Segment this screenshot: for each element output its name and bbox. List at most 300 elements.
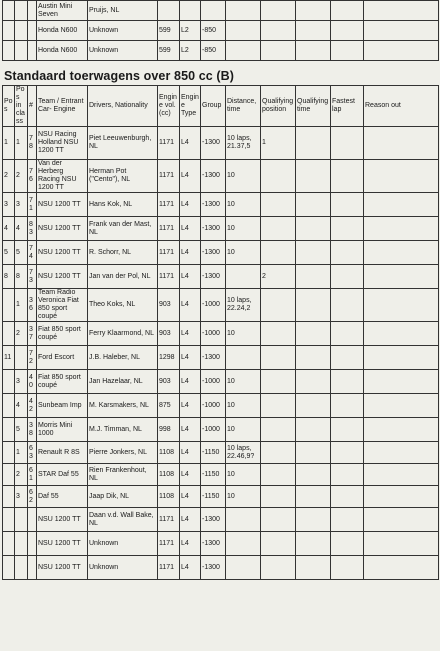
cell-fastest bbox=[331, 193, 364, 217]
cell-group: -1000 bbox=[201, 322, 226, 346]
cell-class-pos: 2 bbox=[15, 322, 28, 346]
cell-reason bbox=[364, 370, 439, 394]
header-pos: Pos bbox=[3, 86, 15, 127]
cell-qual-pos bbox=[261, 289, 296, 322]
cell-group: -1300 bbox=[201, 127, 226, 160]
cell-no: 36 bbox=[28, 289, 37, 322]
cell-team: NSU 1200 TT bbox=[37, 241, 88, 265]
cell-distance: 10 bbox=[226, 486, 261, 508]
cell-class-pos bbox=[15, 556, 28, 580]
cell-qual-pos bbox=[261, 532, 296, 556]
cell-reason bbox=[364, 322, 439, 346]
cell-distance: 10 bbox=[226, 394, 261, 418]
header-class-pos: Pos in class bbox=[15, 86, 28, 127]
cell-distance: 10 bbox=[226, 217, 261, 241]
cell-no: 72 bbox=[28, 346, 37, 370]
cell-fastest bbox=[331, 217, 364, 241]
previous-class-row bbox=[3, 1, 439, 21]
cell-fastest bbox=[331, 532, 364, 556]
cell-qual-pos bbox=[261, 322, 296, 346]
cell-driver: Jan Hazelaar, NL bbox=[88, 370, 158, 394]
cell-fastest bbox=[331, 41, 364, 61]
table-row bbox=[3, 127, 439, 160]
cell-fastest bbox=[331, 241, 364, 265]
cell-reason bbox=[364, 289, 439, 322]
cell-no: 74 bbox=[28, 241, 37, 265]
cell-team: Honda N600 bbox=[37, 21, 88, 41]
cell-driver: Rien Frankenhout, NL bbox=[88, 464, 158, 486]
cell-cc: 998 bbox=[158, 418, 180, 442]
cell-fastest bbox=[331, 464, 364, 486]
cell-class-pos bbox=[15, 346, 28, 370]
cell-qual-time bbox=[296, 41, 331, 61]
cell-class-pos bbox=[15, 532, 28, 556]
cell-no bbox=[28, 508, 37, 532]
cell-cc: 1171 bbox=[158, 532, 180, 556]
cell-engine: L4 bbox=[180, 346, 201, 370]
table-row bbox=[3, 322, 439, 346]
cell-team: Honda N600 bbox=[37, 41, 88, 61]
cell-engine: L2 bbox=[180, 21, 201, 41]
table-row bbox=[3, 486, 439, 508]
cell-qual-time bbox=[296, 241, 331, 265]
cell-qual-pos bbox=[261, 486, 296, 508]
cell-reason bbox=[364, 394, 439, 418]
header-qual-time: Qualifying time bbox=[296, 86, 331, 127]
cell-driver: Hans Kok, NL bbox=[88, 193, 158, 217]
cell-pos bbox=[3, 418, 15, 442]
cell-class-pos bbox=[15, 1, 28, 21]
cell-qual-pos bbox=[261, 1, 296, 21]
cell-engine: L4 bbox=[180, 322, 201, 346]
cell-driver: Ferry Klaarmond, NL bbox=[88, 322, 158, 346]
header-distance: Distance, time bbox=[226, 86, 261, 127]
table-row bbox=[3, 532, 439, 556]
cell-driver: Pierre Jonkers, NL bbox=[88, 442, 158, 464]
cell-class-pos bbox=[15, 508, 28, 532]
cell-driver: M.J. Timman, NL bbox=[88, 418, 158, 442]
cell-reason bbox=[364, 41, 439, 61]
cell-no: 61 bbox=[28, 464, 37, 486]
table-row bbox=[3, 289, 439, 322]
cell-no bbox=[28, 1, 37, 21]
cell-cc: 1108 bbox=[158, 442, 180, 464]
cell-group: -1300 bbox=[201, 160, 226, 193]
previous-class-row bbox=[3, 21, 439, 41]
cell-no: 42 bbox=[28, 394, 37, 418]
cell-qual-time bbox=[296, 1, 331, 21]
cell-group: -1300 bbox=[201, 346, 226, 370]
cell-distance bbox=[226, 21, 261, 41]
table-row bbox=[3, 265, 439, 289]
cell-pos bbox=[3, 322, 15, 346]
cell-driver: Unknown bbox=[88, 556, 158, 580]
cell-fastest bbox=[331, 556, 364, 580]
cell-qual-pos bbox=[261, 217, 296, 241]
cell-group: -1300 bbox=[201, 532, 226, 556]
cell-cc: 1298 bbox=[158, 346, 180, 370]
cell-no bbox=[28, 41, 37, 61]
cell-qual-time bbox=[296, 127, 331, 160]
cell-cc: 1171 bbox=[158, 556, 180, 580]
cell-qual-pos bbox=[261, 394, 296, 418]
cell-fastest bbox=[331, 370, 364, 394]
cell-driver: J.B. Haleber, NL bbox=[88, 346, 158, 370]
cell-pos bbox=[3, 41, 15, 61]
cell-engine: L4 bbox=[180, 486, 201, 508]
cell-no: 78 bbox=[28, 127, 37, 160]
cell-reason bbox=[364, 442, 439, 464]
cell-pos: 4 bbox=[3, 217, 15, 241]
cell-cc: 599 bbox=[158, 41, 180, 61]
cell-reason bbox=[364, 556, 439, 580]
cell-group: -1300 bbox=[201, 265, 226, 289]
cell-class-pos bbox=[15, 41, 28, 61]
cell-qual-time bbox=[296, 21, 331, 41]
header-group: Group bbox=[201, 86, 226, 127]
cell-class-pos: 1 bbox=[15, 127, 28, 160]
cell-engine: L4 bbox=[180, 127, 201, 160]
cell-driver: Unknown bbox=[88, 21, 158, 41]
cell-reason bbox=[364, 346, 439, 370]
cell-qual-pos: 2 bbox=[261, 265, 296, 289]
cell-pos: 11 bbox=[3, 346, 15, 370]
results-rows bbox=[3, 127, 439, 580]
cell-class-pos bbox=[15, 21, 28, 41]
cell-reason bbox=[364, 160, 439, 193]
cell-cc: 1171 bbox=[158, 193, 180, 217]
header-driver: Drivers, Nationality bbox=[88, 86, 158, 127]
cell-reason bbox=[364, 217, 439, 241]
table-row bbox=[3, 464, 439, 486]
cell-no: 40 bbox=[28, 370, 37, 394]
cell-team: Austin Mini Seven bbox=[37, 1, 88, 21]
header-cc: Engine vol. (cc) bbox=[158, 86, 180, 127]
cell-pos bbox=[3, 532, 15, 556]
cell-team: Morris Mini 1000 bbox=[37, 418, 88, 442]
cell-engine: L4 bbox=[180, 241, 201, 265]
cell-qual-time bbox=[296, 486, 331, 508]
table-row bbox=[3, 556, 439, 580]
cell-team: Team Radio Veronica Fiat 850 sport coupé bbox=[37, 289, 88, 322]
cell-team: Sunbeam Imp bbox=[37, 394, 88, 418]
cell-driver: Herman Pot ("Cento"), NL bbox=[88, 160, 158, 193]
header-team: Team / Entrant Car- Engine bbox=[37, 86, 88, 127]
cell-qual-time bbox=[296, 346, 331, 370]
cell-engine: L4 bbox=[180, 217, 201, 241]
cell-fastest bbox=[331, 127, 364, 160]
cell-reason bbox=[364, 21, 439, 41]
cell-driver: Daan v.d. Wall Bake, NL bbox=[88, 508, 158, 532]
cell-qual-time bbox=[296, 160, 331, 193]
cell-pos bbox=[3, 370, 15, 394]
cell-distance bbox=[226, 556, 261, 580]
previous-class-rows bbox=[3, 1, 439, 61]
cell-qual-time bbox=[296, 556, 331, 580]
cell-driver: Jaap Dik, NL bbox=[88, 486, 158, 508]
cell-group: -850 bbox=[201, 41, 226, 61]
cell-pos: 1 bbox=[3, 127, 15, 160]
cell-pos: 2 bbox=[3, 160, 15, 193]
cell-cc: 1171 bbox=[158, 160, 180, 193]
cell-no: 37 bbox=[28, 322, 37, 346]
header-engine-type: Engine Type bbox=[180, 86, 201, 127]
cell-group bbox=[201, 1, 226, 21]
cell-no bbox=[28, 532, 37, 556]
cell-driver: M. Karsmakers, NL bbox=[88, 394, 158, 418]
cell-team: Van der Herberg Racing NSU 1200 TT bbox=[37, 160, 88, 193]
cell-no: 62 bbox=[28, 486, 37, 508]
header-fastest-lap: Fastest lap bbox=[331, 86, 364, 127]
cell-qual-pos bbox=[261, 418, 296, 442]
cell-distance: 10 bbox=[226, 160, 261, 193]
cell-qual-time bbox=[296, 442, 331, 464]
cell-pos bbox=[3, 486, 15, 508]
cell-class-pos: 1 bbox=[15, 289, 28, 322]
table-row bbox=[3, 394, 439, 418]
cell-cc: 1171 bbox=[158, 127, 180, 160]
cell-qual-pos bbox=[261, 241, 296, 265]
cell-team: Fiat 850 sport coupé bbox=[37, 370, 88, 394]
cell-reason bbox=[364, 464, 439, 486]
cell-reason bbox=[364, 486, 439, 508]
cell-class-pos: 5 bbox=[15, 418, 28, 442]
cell-driver: Unknown bbox=[88, 41, 158, 61]
cell-qual-pos bbox=[261, 160, 296, 193]
cell-qual-pos bbox=[261, 508, 296, 532]
cell-qual-pos bbox=[261, 556, 296, 580]
cell-reason bbox=[364, 532, 439, 556]
results-table bbox=[2, 85, 439, 580]
cell-driver: Theo Koks, NL bbox=[88, 289, 158, 322]
cell-distance: 10 bbox=[226, 418, 261, 442]
cell-class-pos: 1 bbox=[15, 442, 28, 464]
header-number: # bbox=[28, 86, 37, 127]
cell-cc: 903 bbox=[158, 322, 180, 346]
cell-cc: 1171 bbox=[158, 217, 180, 241]
cell-no: 76 bbox=[28, 160, 37, 193]
cell-fastest bbox=[331, 322, 364, 346]
cell-group: -1000 bbox=[201, 370, 226, 394]
cell-distance bbox=[226, 41, 261, 61]
table-row bbox=[3, 217, 439, 241]
cell-no: 63 bbox=[28, 442, 37, 464]
table-row bbox=[3, 241, 439, 265]
table-row bbox=[3, 442, 439, 464]
cell-pos: 3 bbox=[3, 193, 15, 217]
cell-engine: L4 bbox=[180, 418, 201, 442]
cell-reason bbox=[364, 193, 439, 217]
cell-pos bbox=[3, 464, 15, 486]
cell-pos bbox=[3, 442, 15, 464]
cell-reason bbox=[364, 265, 439, 289]
cell-cc: 1171 bbox=[158, 241, 180, 265]
cell-qual-pos bbox=[261, 346, 296, 370]
cell-reason bbox=[364, 508, 439, 532]
cell-qual-time bbox=[296, 217, 331, 241]
cell-team: NSU 1200 TT bbox=[37, 508, 88, 532]
cell-engine: L4 bbox=[180, 464, 201, 486]
cell-pos bbox=[3, 556, 15, 580]
cell-distance: 10 bbox=[226, 322, 261, 346]
cell-qual-time bbox=[296, 265, 331, 289]
cell-team: NSU 1200 TT bbox=[37, 532, 88, 556]
cell-distance bbox=[226, 265, 261, 289]
cell-cc: 1108 bbox=[158, 464, 180, 486]
cell-engine: L4 bbox=[180, 370, 201, 394]
cell-group: -1000 bbox=[201, 418, 226, 442]
cell-qual-pos bbox=[261, 464, 296, 486]
cell-team: Daf 55 bbox=[37, 486, 88, 508]
cell-engine: L2 bbox=[180, 41, 201, 61]
table-row bbox=[3, 370, 439, 394]
cell-class-pos: 2 bbox=[15, 160, 28, 193]
cell-qual-pos bbox=[261, 21, 296, 41]
cell-distance: 10 bbox=[226, 193, 261, 217]
cell-class-pos: 3 bbox=[15, 193, 28, 217]
cell-driver: Frank van der Mast, NL bbox=[88, 217, 158, 241]
table-row bbox=[3, 508, 439, 532]
cell-driver: Piet Leeuwenburgh, NL bbox=[88, 127, 158, 160]
cell-pos bbox=[3, 21, 15, 41]
cell-group: -1150 bbox=[201, 442, 226, 464]
cell-pos bbox=[3, 508, 15, 532]
cell-team: STAR Daf 55 bbox=[37, 464, 88, 486]
cell-engine: L4 bbox=[180, 160, 201, 193]
cell-class-pos: 4 bbox=[15, 217, 28, 241]
cell-group: -1300 bbox=[201, 241, 226, 265]
cell-cc: 1171 bbox=[158, 265, 180, 289]
table-row bbox=[3, 418, 439, 442]
table-row bbox=[3, 160, 439, 193]
cell-team: Ford Escort bbox=[37, 346, 88, 370]
cell-no bbox=[28, 21, 37, 41]
cell-cc: 903 bbox=[158, 370, 180, 394]
cell-engine: L4 bbox=[180, 532, 201, 556]
cell-distance: 10 laps, 21.37,5 bbox=[226, 127, 261, 160]
cell-class-pos: 8 bbox=[15, 265, 28, 289]
cell-no: 83 bbox=[28, 217, 37, 241]
cell-fastest bbox=[331, 486, 364, 508]
cell-team: NSU 1200 TT bbox=[37, 556, 88, 580]
cell-distance bbox=[226, 532, 261, 556]
cell-group: -1150 bbox=[201, 486, 226, 508]
table-row bbox=[3, 193, 439, 217]
cell-fastest bbox=[331, 418, 364, 442]
cell-qual-time bbox=[296, 464, 331, 486]
cell-group: -1150 bbox=[201, 464, 226, 486]
cell-qual-pos bbox=[261, 370, 296, 394]
cell-fastest bbox=[331, 1, 364, 21]
cell-group: -1000 bbox=[201, 394, 226, 418]
cell-pos: 8 bbox=[3, 265, 15, 289]
cell-team: NSU 1200 TT bbox=[37, 217, 88, 241]
cell-engine: L4 bbox=[180, 508, 201, 532]
cell-engine: L4 bbox=[180, 193, 201, 217]
cell-engine: L4 bbox=[180, 556, 201, 580]
cell-fastest bbox=[331, 346, 364, 370]
cell-engine: L4 bbox=[180, 394, 201, 418]
cell-team: NSU Racing Holland NSU 1200 TT bbox=[37, 127, 88, 160]
cell-pos: 5 bbox=[3, 241, 15, 265]
cell-class-pos: 3 bbox=[15, 370, 28, 394]
cell-qual-pos: 1 bbox=[261, 127, 296, 160]
cell-no: 71 bbox=[28, 193, 37, 217]
cell-team: Fiat 850 sport coupé bbox=[37, 322, 88, 346]
cell-qual-pos bbox=[261, 442, 296, 464]
cell-group: -850 bbox=[201, 21, 226, 41]
cell-distance bbox=[226, 346, 261, 370]
cell-no: 38 bbox=[28, 418, 37, 442]
cell-group: -1300 bbox=[201, 217, 226, 241]
cell-reason bbox=[364, 418, 439, 442]
cell-no bbox=[28, 556, 37, 580]
cell-qual-time bbox=[296, 370, 331, 394]
cell-fastest bbox=[331, 394, 364, 418]
cell-distance bbox=[226, 1, 261, 21]
cell-qual-time bbox=[296, 508, 331, 532]
cell-pos bbox=[3, 394, 15, 418]
cell-group: -1300 bbox=[201, 556, 226, 580]
cell-fastest bbox=[331, 265, 364, 289]
cell-fastest bbox=[331, 442, 364, 464]
cell-qual-pos bbox=[261, 41, 296, 61]
cell-distance: 10 laps, 22.46,9? bbox=[226, 442, 261, 464]
cell-class-pos: 4 bbox=[15, 394, 28, 418]
cell-cc: 875 bbox=[158, 394, 180, 418]
cell-reason bbox=[364, 127, 439, 160]
previous-class-table bbox=[2, 0, 439, 61]
cell-fastest bbox=[331, 508, 364, 532]
header-reason-out: Reason out bbox=[364, 86, 439, 127]
cell-team: NSU 1200 TT bbox=[37, 193, 88, 217]
cell-qual-time bbox=[296, 532, 331, 556]
cell-cc: 599 bbox=[158, 21, 180, 41]
previous-class-row bbox=[3, 41, 439, 61]
cell-distance: 10 bbox=[226, 241, 261, 265]
cell-fastest bbox=[331, 289, 364, 322]
cell-cc: 1171 bbox=[158, 508, 180, 532]
cell-qual-time bbox=[296, 418, 331, 442]
header-row bbox=[3, 86, 439, 127]
cell-class-pos: 3 bbox=[15, 486, 28, 508]
cell-qual-time bbox=[296, 394, 331, 418]
cell-team: NSU 1200 TT bbox=[37, 265, 88, 289]
cell-cc: 903 bbox=[158, 289, 180, 322]
table-row bbox=[3, 346, 439, 370]
cell-cc: 1108 bbox=[158, 486, 180, 508]
cell-pos bbox=[3, 1, 15, 21]
cell-engine: L4 bbox=[180, 265, 201, 289]
cell-reason bbox=[364, 241, 439, 265]
cell-class-pos: 2 bbox=[15, 464, 28, 486]
header-qual-pos: Qualifying position bbox=[261, 86, 296, 127]
cell-group: -1300 bbox=[201, 508, 226, 532]
cell-cc bbox=[158, 1, 180, 21]
cell-distance: 10 bbox=[226, 464, 261, 486]
cell-distance: 10 bbox=[226, 370, 261, 394]
cell-class-pos: 5 bbox=[15, 241, 28, 265]
cell-driver: Pruijs, NL bbox=[88, 1, 158, 21]
cell-distance: 10 laps, 22.24,2 bbox=[226, 289, 261, 322]
cell-reason bbox=[364, 1, 439, 21]
cell-fastest bbox=[331, 160, 364, 193]
cell-qual-pos bbox=[261, 193, 296, 217]
cell-qual-time bbox=[296, 322, 331, 346]
cell-qual-time bbox=[296, 193, 331, 217]
cell-qual-time bbox=[296, 289, 331, 322]
cell-driver: R. Schorr, NL bbox=[88, 241, 158, 265]
